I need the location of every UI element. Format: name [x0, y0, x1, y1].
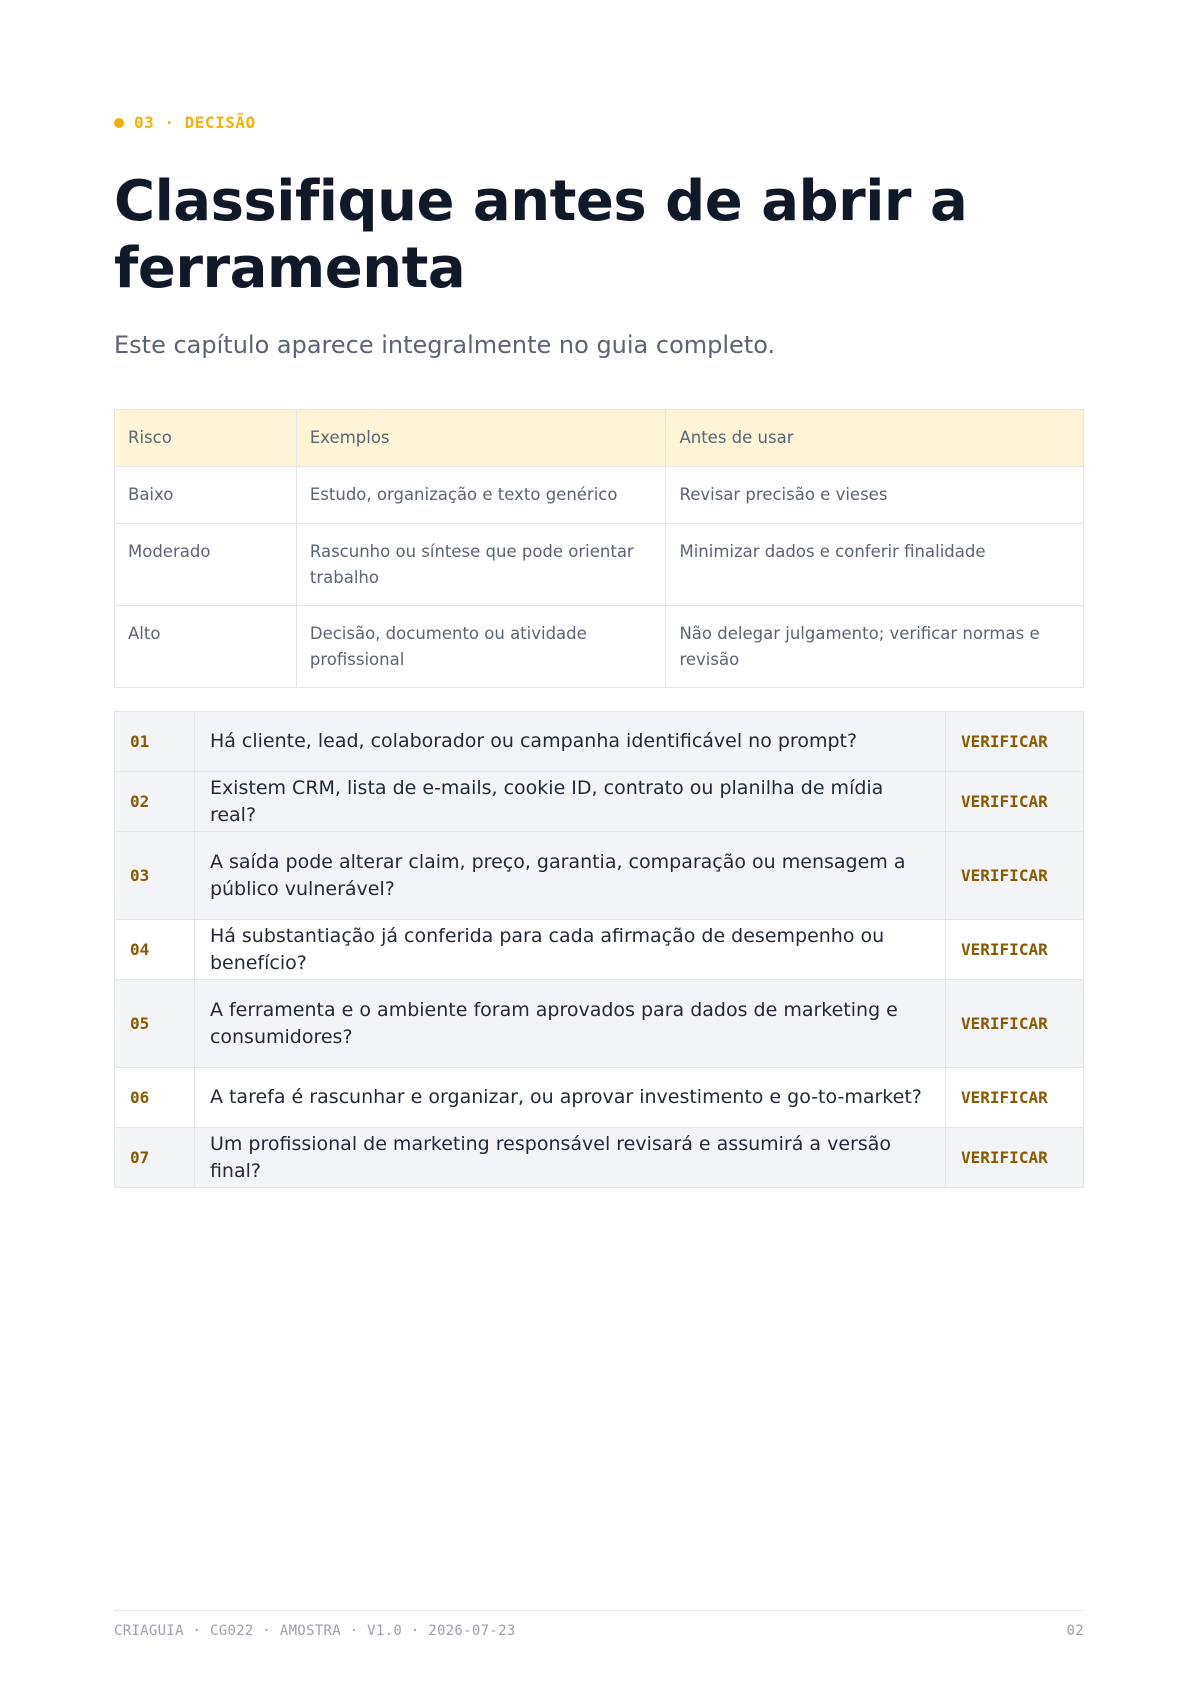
section-label [114, 113, 256, 132]
before-use-cell: Revisar precisão e vieses [666, 467, 1084, 524]
checklist-status: VERIFICAR [946, 832, 1084, 920]
checklist-question: A tarefa é rascunhar e organizar, ou aprovar investimento e go-to-market? [194, 1068, 945, 1128]
checklist-number: 04 [115, 920, 195, 980]
checklist-status: VERIFICAR [946, 980, 1084, 1068]
risk-level-cell: Alto [115, 606, 297, 688]
checklist-question: A ferramenta e o ambiente foram aprovados para dados de marketing e consumidores? [194, 980, 945, 1068]
examples-cell: Rascunho ou síntese que pode orientar trabalho [296, 524, 666, 606]
before-use-cell: Minimizar dados e conferir finalidade [666, 524, 1084, 606]
footer-meta: CRIAGUIA · CG022 · AMOSTRA · V1.0 · 2026-07-23 [114, 1623, 516, 1639]
risk-table-header-risk: Risco [115, 410, 297, 467]
page-subtitle: Este capítulo aparece integralmente no guia completo. [114, 331, 776, 359]
checklist-status: VERIFICAR [946, 772, 1084, 832]
checklist-number: 02 [115, 772, 195, 832]
checklist-number: 05 [115, 980, 195, 1068]
checklist-question: Existem CRM, lista de e-mails, cookie ID, contrato ou planilha de mídia real? [194, 772, 945, 832]
checklist-question: Um profissional de marketing responsável revisará e assumirá a versão final? [194, 1128, 945, 1188]
checklist-item [115, 980, 1084, 1068]
checklist-question: Há substantiação já conferida para cada afirmação de desempenho ou benefício? [194, 920, 945, 980]
checklist-number: 07 [115, 1128, 195, 1188]
checklist-item [115, 920, 1084, 980]
risk-level-cell: Moderado [115, 524, 297, 606]
risk-table [114, 409, 1084, 688]
checklist-item [115, 832, 1084, 920]
checklist-status: VERIFICAR [946, 1128, 1084, 1188]
risk-table-header-before-use: Antes de usar [666, 410, 1084, 467]
checklist-number: 06 [115, 1068, 195, 1128]
checklist-status: VERIFICAR [946, 712, 1084, 772]
table-row [115, 606, 1084, 688]
checklist-question: A saída pode alterar claim, preço, garantia, comparação ou mensagem a público vulnerável? [194, 832, 945, 920]
table-row [115, 524, 1084, 606]
risk-level-cell: Baixo [115, 467, 297, 524]
risk-table-header-examples: Exemplos [296, 410, 666, 467]
before-use-cell: Não delegar julgamento; verificar normas e revisão [666, 606, 1084, 688]
checklist-status: VERIFICAR [946, 1068, 1084, 1128]
footer-divider [114, 1610, 1084, 1611]
checklist-question: Há cliente, lead, colaborador ou campanha identificável no prompt? [194, 712, 945, 772]
document-page [114, 0, 1084, 1684]
checklist-number: 01 [115, 712, 195, 772]
page-number: 02 [1066, 1623, 1084, 1639]
section-label-text: 03 · DECISÃO [134, 113, 256, 132]
examples-cell: Decisão, documento ou atividade profissional [296, 606, 666, 688]
page-title: Classifique antes de abrir a ferramenta [114, 169, 968, 301]
checklist-status: VERIFICAR [946, 920, 1084, 980]
checklist-item [115, 772, 1084, 832]
checklist-item [115, 712, 1084, 772]
checklist-table [114, 711, 1084, 1188]
table-row [115, 467, 1084, 524]
bullet-dot-icon [114, 118, 124, 128]
risk-table-header-row [115, 410, 1084, 467]
examples-cell: Estudo, organização e texto genérico [296, 467, 666, 524]
checklist-number: 03 [115, 832, 195, 920]
checklist-item [115, 1068, 1084, 1128]
checklist-item [115, 1128, 1084, 1188]
